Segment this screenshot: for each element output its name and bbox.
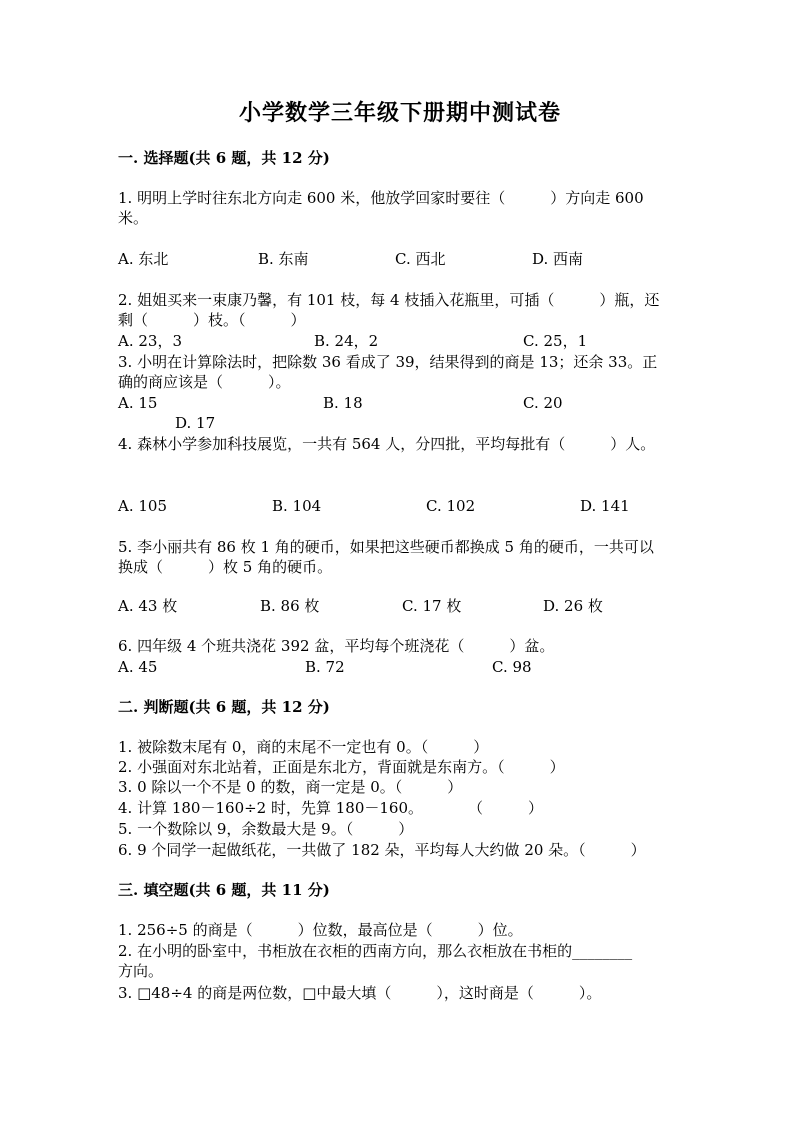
question-text: 确的商应该是（ ）。 bbox=[118, 373, 291, 391]
option-c: C. 25，1 bbox=[523, 332, 588, 350]
judge-item: 2. 小强面对东北站着，正面是东北方，背面就是东南方。（ ） bbox=[118, 758, 565, 776]
option-c: C. 102 bbox=[426, 497, 476, 515]
fill-item: 1. 256÷5 的商是（ ）位数，最高位是（ ）位。 bbox=[118, 921, 523, 939]
question-text: 5. 李小丽共有 86 枚 1 角的硬币，如果把这些硬币都换成 5 角的硬币，一共可以 bbox=[118, 538, 654, 556]
fill-item: 方向。 bbox=[118, 962, 164, 980]
option-a: A. 15 bbox=[118, 394, 158, 412]
fill-item: 2. 在小明的卧室中，书柜放在衣柜的西南方向，那么衣柜放在书柜的________ bbox=[118, 942, 633, 960]
option-a: A. 东北 bbox=[118, 250, 169, 268]
option-c: C. 20 bbox=[523, 394, 563, 412]
judge-item: 5. 一个数除以 9，余数最大是 9。（ ） bbox=[118, 820, 414, 838]
question-text: 米。 bbox=[118, 209, 149, 227]
option-a: A. 45 bbox=[118, 658, 158, 676]
fill-item: 3. □48÷4 的商是两位数，□中最大填（ ），这时商是（ ）。 bbox=[118, 984, 602, 1002]
option-a: A. 23，3 bbox=[118, 332, 182, 350]
option-b: B. 东南 bbox=[258, 250, 309, 268]
option-a: A. 105 bbox=[118, 497, 167, 515]
page-title: 小学数学三年级下册期中测试卷 bbox=[238, 100, 561, 126]
option-c: C. 17 枚 bbox=[402, 597, 462, 615]
option-a: A. 43 枚 bbox=[118, 597, 178, 615]
section-heading-fill: 三. 填空题(共 6 题，共 11 分) bbox=[118, 881, 330, 899]
option-b: B. 104 bbox=[272, 497, 322, 515]
judge-item: 4. 计算 180－160÷2 时，先算 180－160。 （ ） bbox=[118, 799, 544, 817]
option-d: D. 西南 bbox=[532, 250, 584, 268]
section-heading-judge: 二. 判断题(共 6 题，共 12 分) bbox=[118, 698, 330, 716]
judge-item: 3. 0 除以一个不是 0 的数，商一定是 0。（ ） bbox=[118, 778, 463, 796]
option-d: D. 26 枚 bbox=[543, 597, 603, 615]
option-b: B. 18 bbox=[323, 394, 363, 412]
question-text: 3. 小明在计算除法时，把除数 36 看成了 39，结果得到的商是 13；还余 33。正 bbox=[118, 353, 658, 371]
option-c: C. 98 bbox=[492, 658, 532, 676]
question-text: 4. 森林小学参加科技展览，一共有 564 人，分四批，平均每批有（ ）人。 bbox=[118, 435, 656, 453]
question-text: 1. 明明上学时往东北方向走 600 米，他放学回家时要往（ ）方向走 600 bbox=[118, 189, 644, 207]
option-c: C. 西北 bbox=[395, 250, 446, 268]
question-text: 剩（ ）枝。（ ） bbox=[118, 311, 306, 329]
section-heading-choice: 一. 选择题(共 6 题，共 12 分) bbox=[118, 149, 330, 167]
question-text: 6. 四年级 4 个班共浇花 392 盆，平均每个班浇花（ ）盆。 bbox=[118, 637, 555, 655]
question-text: 2. 姐姐买来一束康乃馨，有 101 枝，每 4 枝插入花瓶里，可插（ ）瓶，还 bbox=[118, 291, 660, 309]
question-text: 换成（ ）枚 5 角的硬币。 bbox=[118, 558, 333, 576]
option-d: D. 141 bbox=[580, 497, 630, 515]
option-b: B. 72 bbox=[305, 658, 345, 676]
option-b: B. 86 枚 bbox=[260, 597, 320, 615]
judge-item: 6. 9 个同学一起做纸花，一共做了 182 朵，平均每人大约做 20 朵。（ ） bbox=[118, 841, 646, 859]
option-b: B. 24，2 bbox=[314, 332, 379, 350]
judge-item: 1. 被除数末尾有 0，商的末尾不一定也有 0。（ ） bbox=[118, 738, 489, 756]
option-d: D. 17 bbox=[175, 414, 216, 432]
